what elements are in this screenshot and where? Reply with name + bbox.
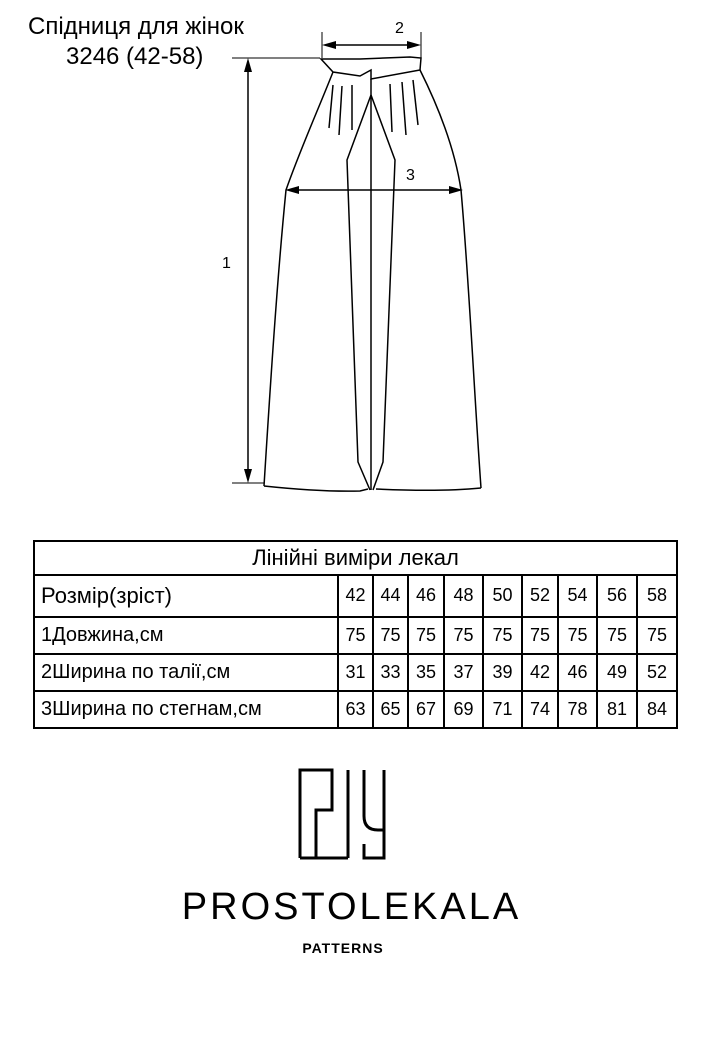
right-hem	[376, 488, 481, 490]
waist-cell: 46	[558, 654, 597, 691]
waist-cell: 35	[408, 654, 444, 691]
waist-row-label: 2Ширина по талії,см	[34, 654, 338, 691]
length-arrow-bottom	[244, 469, 252, 483]
table-caption: Лінійні виміри лекал	[34, 541, 677, 575]
right-pleat-line	[371, 95, 395, 490]
hip-cell: 78	[558, 691, 597, 728]
logo-right-stroke	[364, 770, 384, 858]
waist-dimension-label: 2	[395, 20, 404, 37]
hip-cell: 65	[373, 691, 408, 728]
size-row-label: Розмір(зріст)	[34, 575, 338, 617]
hip-row	[34, 691, 677, 728]
size-cell: 52	[522, 575, 558, 617]
right-dart-3	[413, 80, 418, 125]
waist-cell: 49	[597, 654, 637, 691]
size-cell: 46	[408, 575, 444, 617]
size-cell: 44	[373, 575, 408, 617]
length-row-label: 1Довжина,см	[34, 617, 338, 654]
left-dart-2	[339, 86, 342, 135]
brand-name: PROSTOLEKALA	[181, 886, 522, 928]
hip-cell: 63	[338, 691, 373, 728]
waist-cell: 42	[522, 654, 558, 691]
length-cell: 75	[408, 617, 444, 654]
hip-row-label: 3Ширина по стегнам,см	[34, 691, 338, 728]
length-row	[34, 617, 677, 654]
hip-dimension-label: 3	[406, 167, 415, 184]
length-cell: 75	[338, 617, 373, 654]
title-line-name: Спідниця для жінок	[28, 13, 244, 40]
size-cell: 50	[483, 575, 522, 617]
length-cell: 75	[373, 617, 408, 654]
left-dart-1	[329, 85, 333, 128]
length-cell: 75	[483, 617, 522, 654]
waist-cell: 39	[483, 654, 522, 691]
hip-cell: 71	[483, 691, 522, 728]
size-row	[34, 575, 677, 617]
waist-arrow-right	[407, 41, 421, 49]
right-side-seam	[420, 70, 481, 488]
size-cell: 48	[444, 575, 483, 617]
waist-cell: 52	[637, 654, 677, 691]
length-cell: 75	[444, 617, 483, 654]
length-cell: 75	[522, 617, 558, 654]
waist-arrow-left	[322, 41, 336, 49]
logo-left-stroke	[300, 770, 332, 858]
left-hem	[264, 486, 368, 491]
length-cell: 75	[597, 617, 637, 654]
size-cell: 58	[637, 575, 677, 617]
hip-cell: 81	[597, 691, 637, 728]
length-cell: 75	[558, 617, 597, 654]
hip-cell: 74	[522, 691, 558, 728]
waist-cell: 33	[373, 654, 408, 691]
waist-cell: 31	[338, 654, 373, 691]
size-cell: 54	[558, 575, 597, 617]
right-dart-2	[402, 82, 406, 135]
hip-cell: 69	[444, 691, 483, 728]
size-cell: 56	[597, 575, 637, 617]
size-cell: 42	[338, 575, 373, 617]
left-pleat-line	[347, 95, 371, 490]
right-dart-1	[390, 84, 392, 132]
skirt-technical-drawing	[0, 0, 703, 520]
left-side-seam	[264, 72, 333, 486]
hip-cell: 84	[637, 691, 677, 728]
waistband	[321, 57, 421, 79]
length-dimension-label: 1	[222, 255, 231, 272]
skirt-outline	[264, 57, 481, 491]
title-line-code: 3246 (42-58)	[66, 43, 204, 70]
waist-row	[34, 654, 677, 691]
length-arrow-top	[244, 58, 252, 72]
logo-hook-stroke	[364, 770, 384, 830]
length-cell: 75	[637, 617, 677, 654]
waist-cell: 37	[444, 654, 483, 691]
brand-tagline: PATTERNS	[302, 940, 384, 956]
brand-logo-icon	[298, 768, 390, 860]
measurements-table	[33, 540, 678, 729]
hip-cell: 67	[408, 691, 444, 728]
